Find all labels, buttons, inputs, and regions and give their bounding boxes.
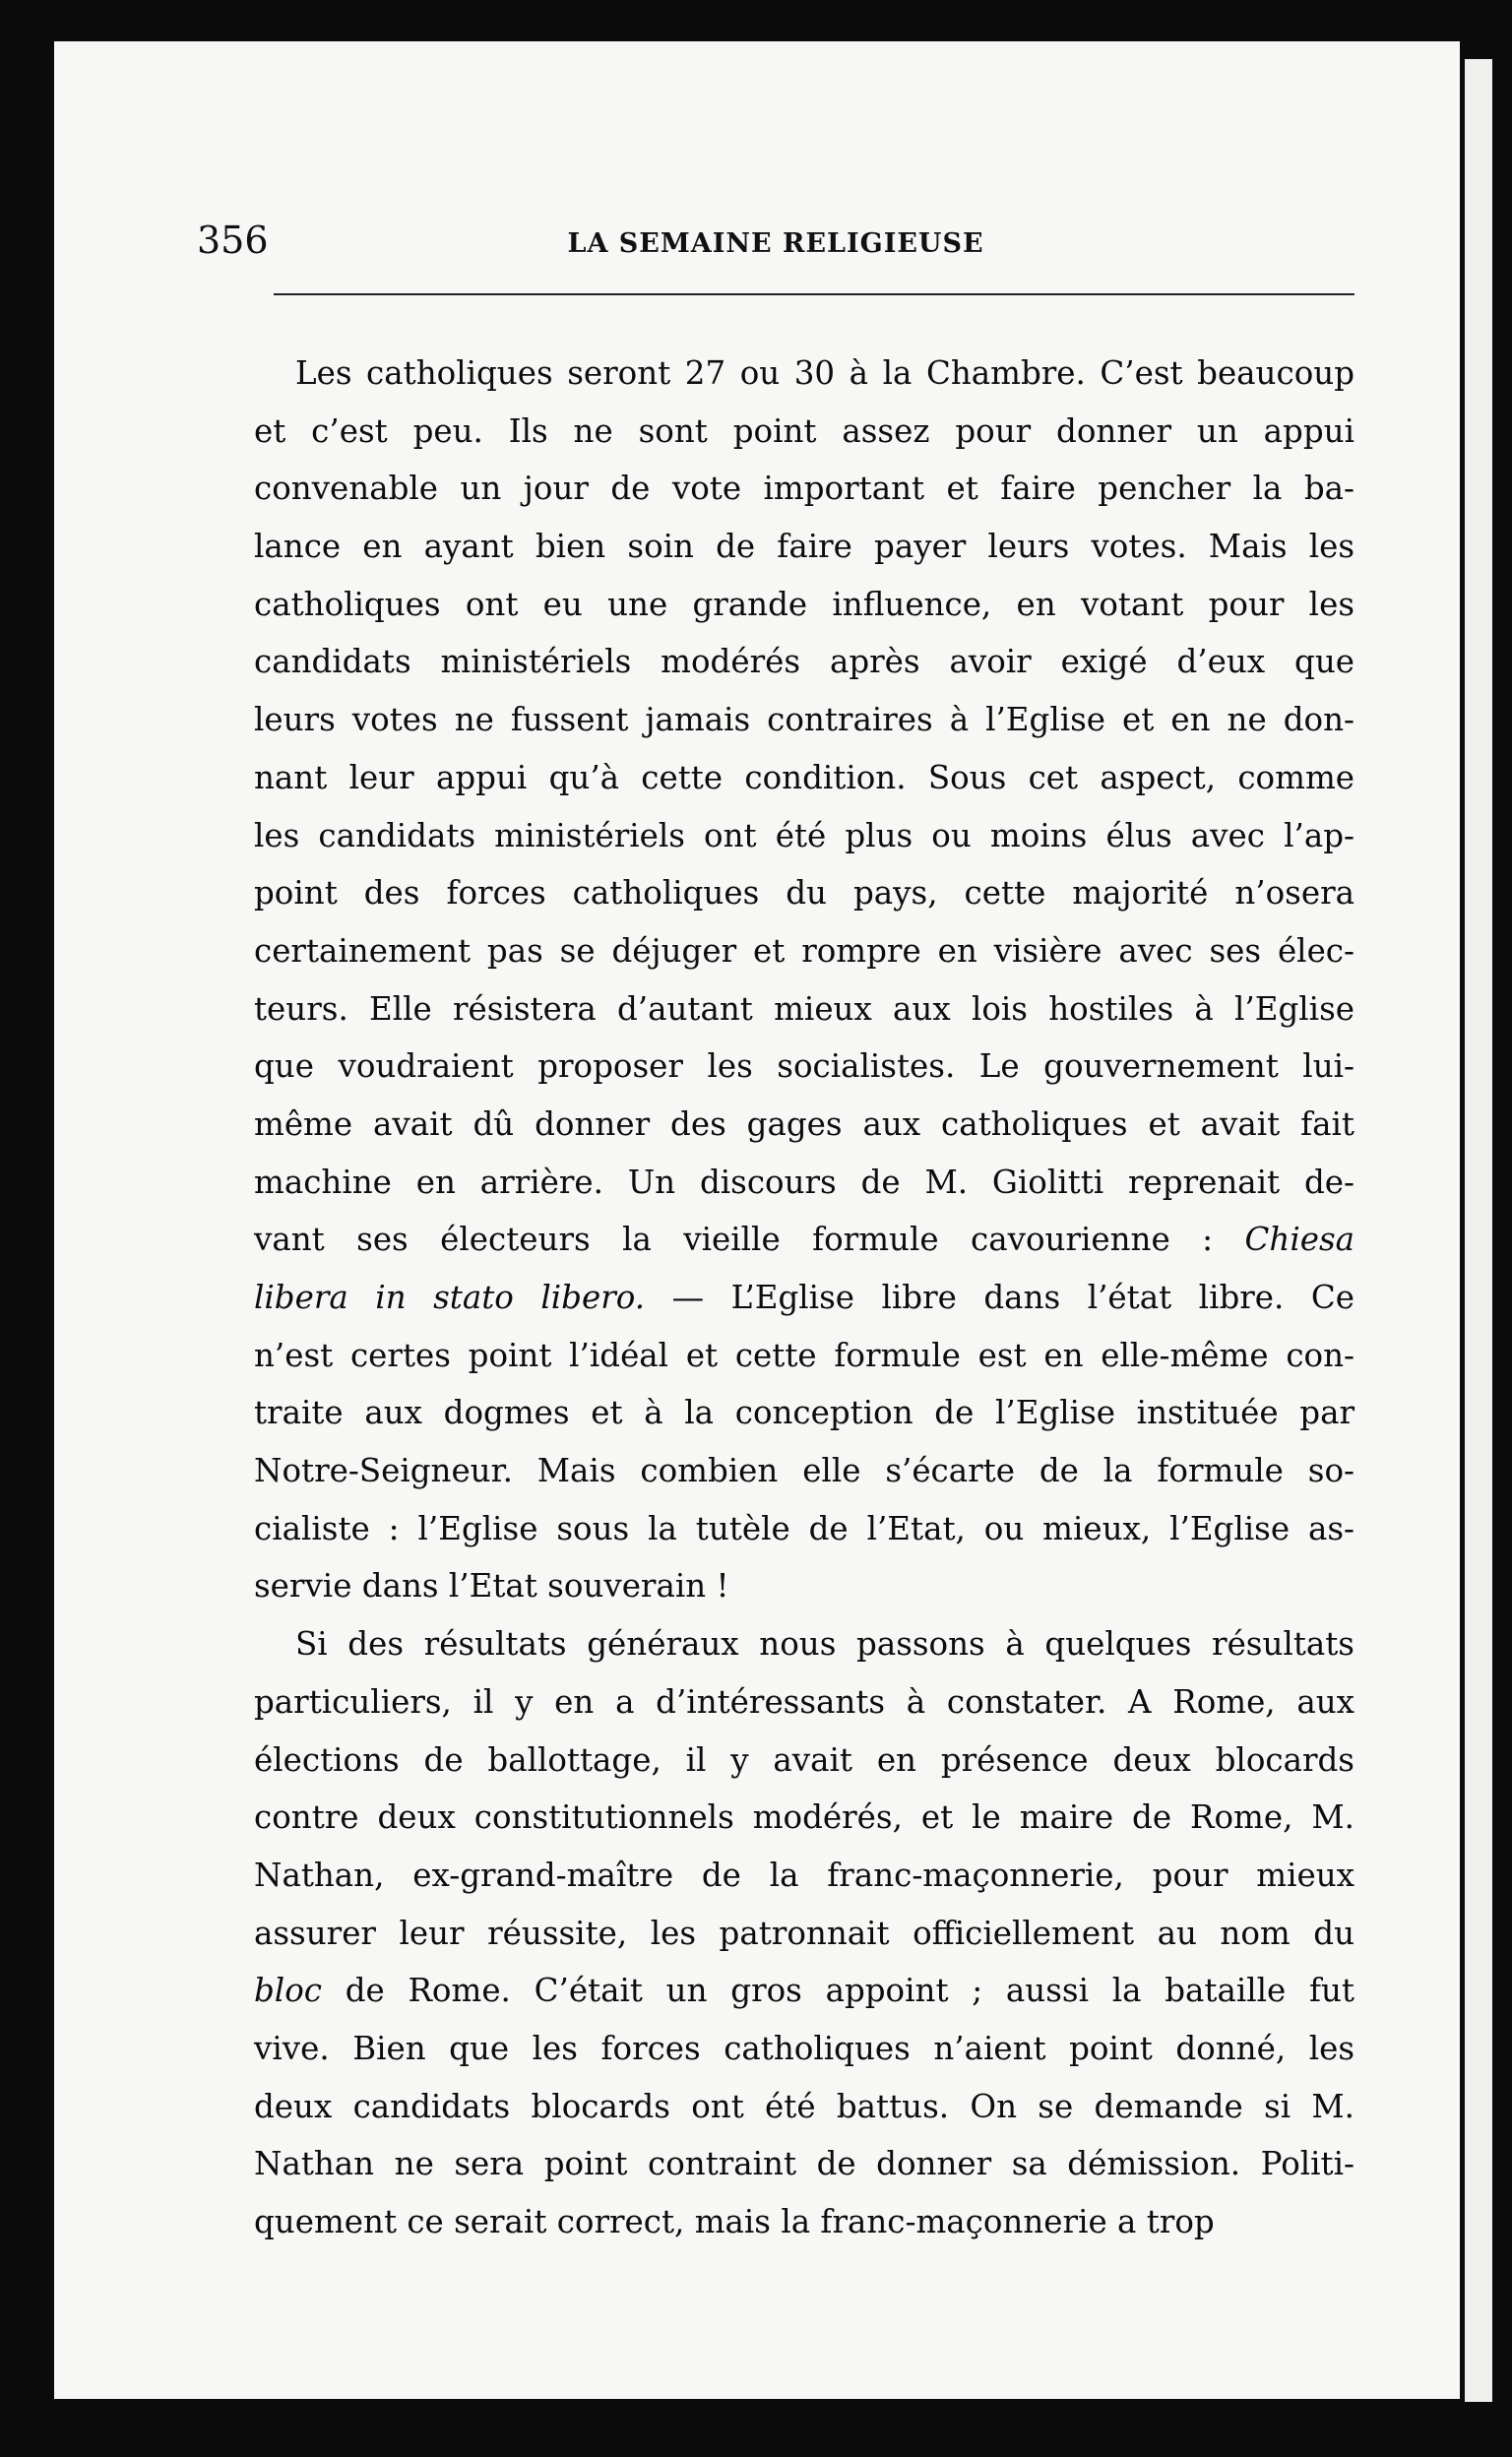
text-line: élections de ballottage, il y avait en présence deux blocards: [254, 1740, 1354, 1779]
text-line: Nathan, ex-grand-maître de la franc-maçonnerie, pour mieux: [254, 1856, 1354, 1894]
text-line: Nathan ne sera point contraint de donner sa démission. Politi-: [254, 2145, 1354, 2183]
page-number: 356: [197, 219, 269, 262]
text-line: contre deux constitutionnels modérés, et le maire de Rome, M.: [254, 1798, 1354, 1837]
text-line: vive. Bien que les forces catholiques n’aient point donné, les: [254, 2029, 1354, 2067]
text-line: traite aux dogmes et à la conception de l’Eglise instituée par: [254, 1394, 1354, 1432]
italic-text: bloc: [254, 1972, 322, 2010]
paragraph: [254, 1615, 1354, 2251]
italic-text: libera in stato libero.: [254, 1279, 646, 1316]
text-line: candidats ministériels modérés après avoir exigé d’eux que: [254, 643, 1354, 681]
page-header: [197, 219, 1354, 278]
text-line: bloc de Rome. C’était un gros appoint ; aussi la bataille fut: [254, 1972, 1354, 2010]
italic-text: Chiesa: [1244, 1221, 1354, 1259]
text-line: n’est certes point l’idéal et cette formule est en elle-même con-: [254, 1336, 1354, 1374]
text-line: même avait dû donner des gages aux catholiques et avait fait: [254, 1104, 1354, 1143]
text-line: vant ses électeurs la vieille formule cavourienne : Chiesa: [254, 1221, 1354, 1259]
text-line: et c’est peu. Ils ne sont point assez pour donner un appui: [254, 411, 1354, 450]
text-line: teurs. Elle résistera d’autant mieux aux lois hostiles à l’Eglise: [254, 989, 1354, 1028]
text-line: particuliers, il y en a d’intéressants à constater. A Rome, aux: [254, 1682, 1354, 1721]
text-line: que voudraient proposer les socialistes. Le gouvernement lui-: [254, 1047, 1354, 1086]
paragraph: [254, 345, 1354, 1615]
text-line: Si des résultats généraux nous passons à quelques résultats: [295, 1625, 1354, 1664]
text-line: les candidats ministériels ont été plus ou moins élus avec l’ap-: [254, 816, 1354, 854]
text-line: Notre-Seigneur. Mais combien elle s’écarte de la formule so-: [254, 1452, 1354, 1490]
body-text: [254, 345, 1354, 2251]
text-line: assurer leur réussite, les patronnait officiellement au nom du: [254, 1914, 1354, 1952]
text-line: lance en ayant bien soin de faire payer leurs votes. Mais les: [254, 528, 1354, 566]
running-title: LA SEMAINE RELIGIEUSE: [567, 228, 984, 259]
text-line: Les catholiques seront 27 ou 30 à la Chambre. C’est beaucoup: [295, 354, 1354, 392]
text-line: libera in stato libero. — L’Eglise libre dans l’état libre. Ce: [254, 1279, 1354, 1316]
text-line: quement ce serait correct, mais la franc-maçonnerie a trop: [254, 2203, 1215, 2240]
adjacent-page-edge: [1465, 59, 1492, 2402]
text-line: certainement pas se déjuger et rompre en visière avec ses élec-: [254, 931, 1354, 970]
text-line: cialiste : l’Eglise sous la tutèle de l’Etat, ou mieux, l’Eglise as-: [254, 1509, 1354, 1547]
header-rule: [274, 293, 1354, 295]
text-line: nant leur appui qu’à cette condition. Sous cet aspect, comme: [254, 758, 1354, 796]
text-line: servie dans l’Etat souverain !: [254, 1567, 729, 1606]
text-line: convenable un jour de vote important et faire pencher la ba-: [254, 470, 1354, 508]
text-line: leurs votes ne fussent jamais contraires à l’Eglise et en ne don-: [254, 701, 1354, 739]
text-line: catholiques ont eu une grande influence, en votant pour les: [254, 585, 1354, 623]
text-line: machine en arrière. Un discours de M. Giolitti reprenait de-: [254, 1163, 1354, 1201]
text-line: deux candidats blocards ont été battus. On se demande si M.: [254, 2087, 1354, 2125]
text-line: point des forces catholiques du pays, cette majorité n’osera: [254, 874, 1354, 913]
